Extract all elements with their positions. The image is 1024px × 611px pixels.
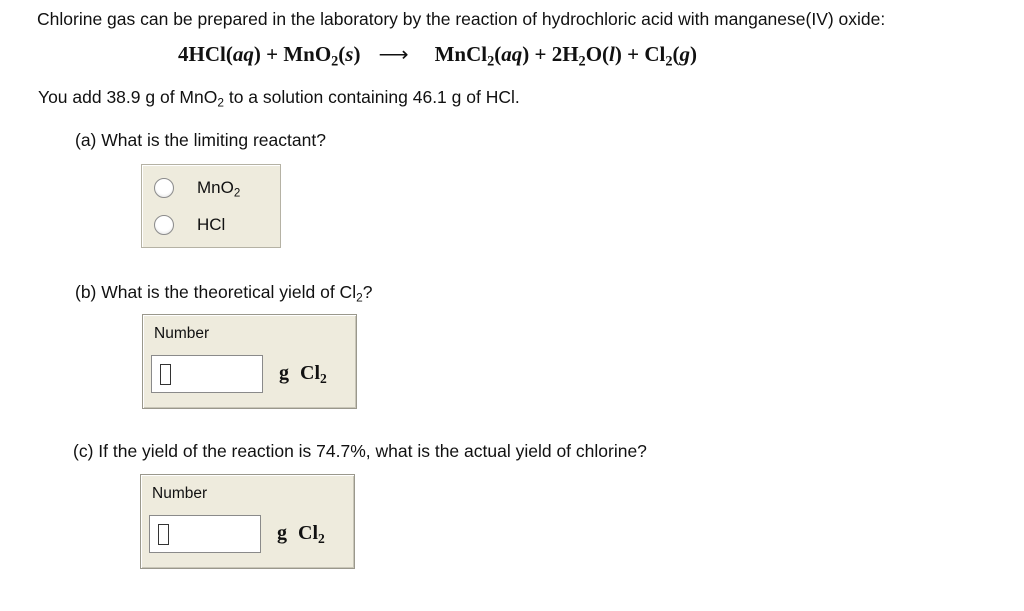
question-b-subscript: 2	[356, 290, 363, 305]
equation-product-water-o: O	[585, 42, 603, 66]
unit-species: Cl	[298, 522, 318, 544]
actual-yield-unit	[277, 522, 325, 545]
equation-plus-2: +	[529, 42, 552, 66]
question-b-text: (b) What is the theoretical yield of Cl	[75, 282, 357, 302]
equation-product-mncl2: MnCl	[434, 42, 488, 66]
equation-state-mncl2: aq	[501, 42, 523, 66]
given-text-2: to a solution containing 46.1 g of HCl.	[223, 87, 520, 107]
equation-state-mno2: s	[345, 42, 354, 66]
equation-subscript: 2	[331, 53, 339, 70]
option-label-hcl: HCl	[197, 215, 226, 234]
equation-product-cl2: Cl	[644, 42, 666, 66]
actual-yield-panel	[140, 474, 355, 569]
radio-button-hcl[interactable]	[154, 215, 174, 235]
equation-subscript: 2	[487, 53, 495, 70]
question-b	[75, 282, 372, 303]
option-hcl[interactable]	[154, 212, 225, 238]
number-label: Number	[154, 325, 210, 342]
question-a: (a) What is the limiting reactant?	[75, 130, 326, 150]
given-text-1: You add 38.9 g of MnO	[38, 87, 218, 107]
equation-reactant-hcl: 4HCl	[178, 42, 226, 66]
theoretical-yield-unit	[279, 362, 327, 385]
chemical-equation: 4HCl(aq) + MnO$_2$(s) ⟶ MnCl$_2$(aq) + $2H_2O(l) + Cl_2(g)$	[178, 42, 697, 70]
equation-plus-1: +	[260, 42, 284, 66]
reaction-arrow: ⟶	[378, 42, 409, 66]
unit-grams: g	[277, 522, 287, 544]
question-c: (c) If the yield of the reaction is 74.7%, what is the actual yield of chlorine?	[73, 441, 647, 461]
option-label-text: MnO	[197, 178, 234, 197]
option-mno2[interactable]	[154, 175, 240, 201]
number-label: Number	[152, 485, 208, 502]
limiting-reactant-choices	[141, 164, 281, 248]
equation-subscript: 2	[578, 53, 586, 70]
given-quantities	[38, 87, 520, 108]
theoretical-yield-panel	[142, 314, 357, 409]
equation-state-cl2: g	[679, 42, 690, 66]
equation-state-hcl: aq	[232, 42, 254, 66]
unit-grams: g	[279, 362, 289, 384]
equation-product-water: 2H	[551, 42, 579, 66]
equation-subscript: 2	[665, 53, 673, 70]
equation-reactant-mno2: MnO	[283, 42, 332, 66]
option-label-subscript: 2	[233, 187, 241, 200]
equation-state-water: l	[609, 42, 615, 66]
actual-yield-input[interactable]	[149, 515, 261, 553]
option-label-mno2	[197, 178, 240, 198]
equation-plus-3: +	[621, 42, 645, 66]
unit-species: Cl	[300, 362, 320, 384]
problem-intro: Chlorine gas can be prepared in the laboratory by the reaction of hydrochloric acid with manganese(IV) oxide:	[37, 9, 886, 29]
unit-subscript: 2	[320, 371, 327, 387]
radio-button-mno2[interactable]	[154, 178, 174, 198]
given-subscript: 2	[217, 95, 224, 110]
question-b-mark: ?	[362, 282, 373, 302]
unit-subscript: 2	[318, 531, 325, 547]
theoretical-yield-input[interactable]	[151, 355, 263, 393]
